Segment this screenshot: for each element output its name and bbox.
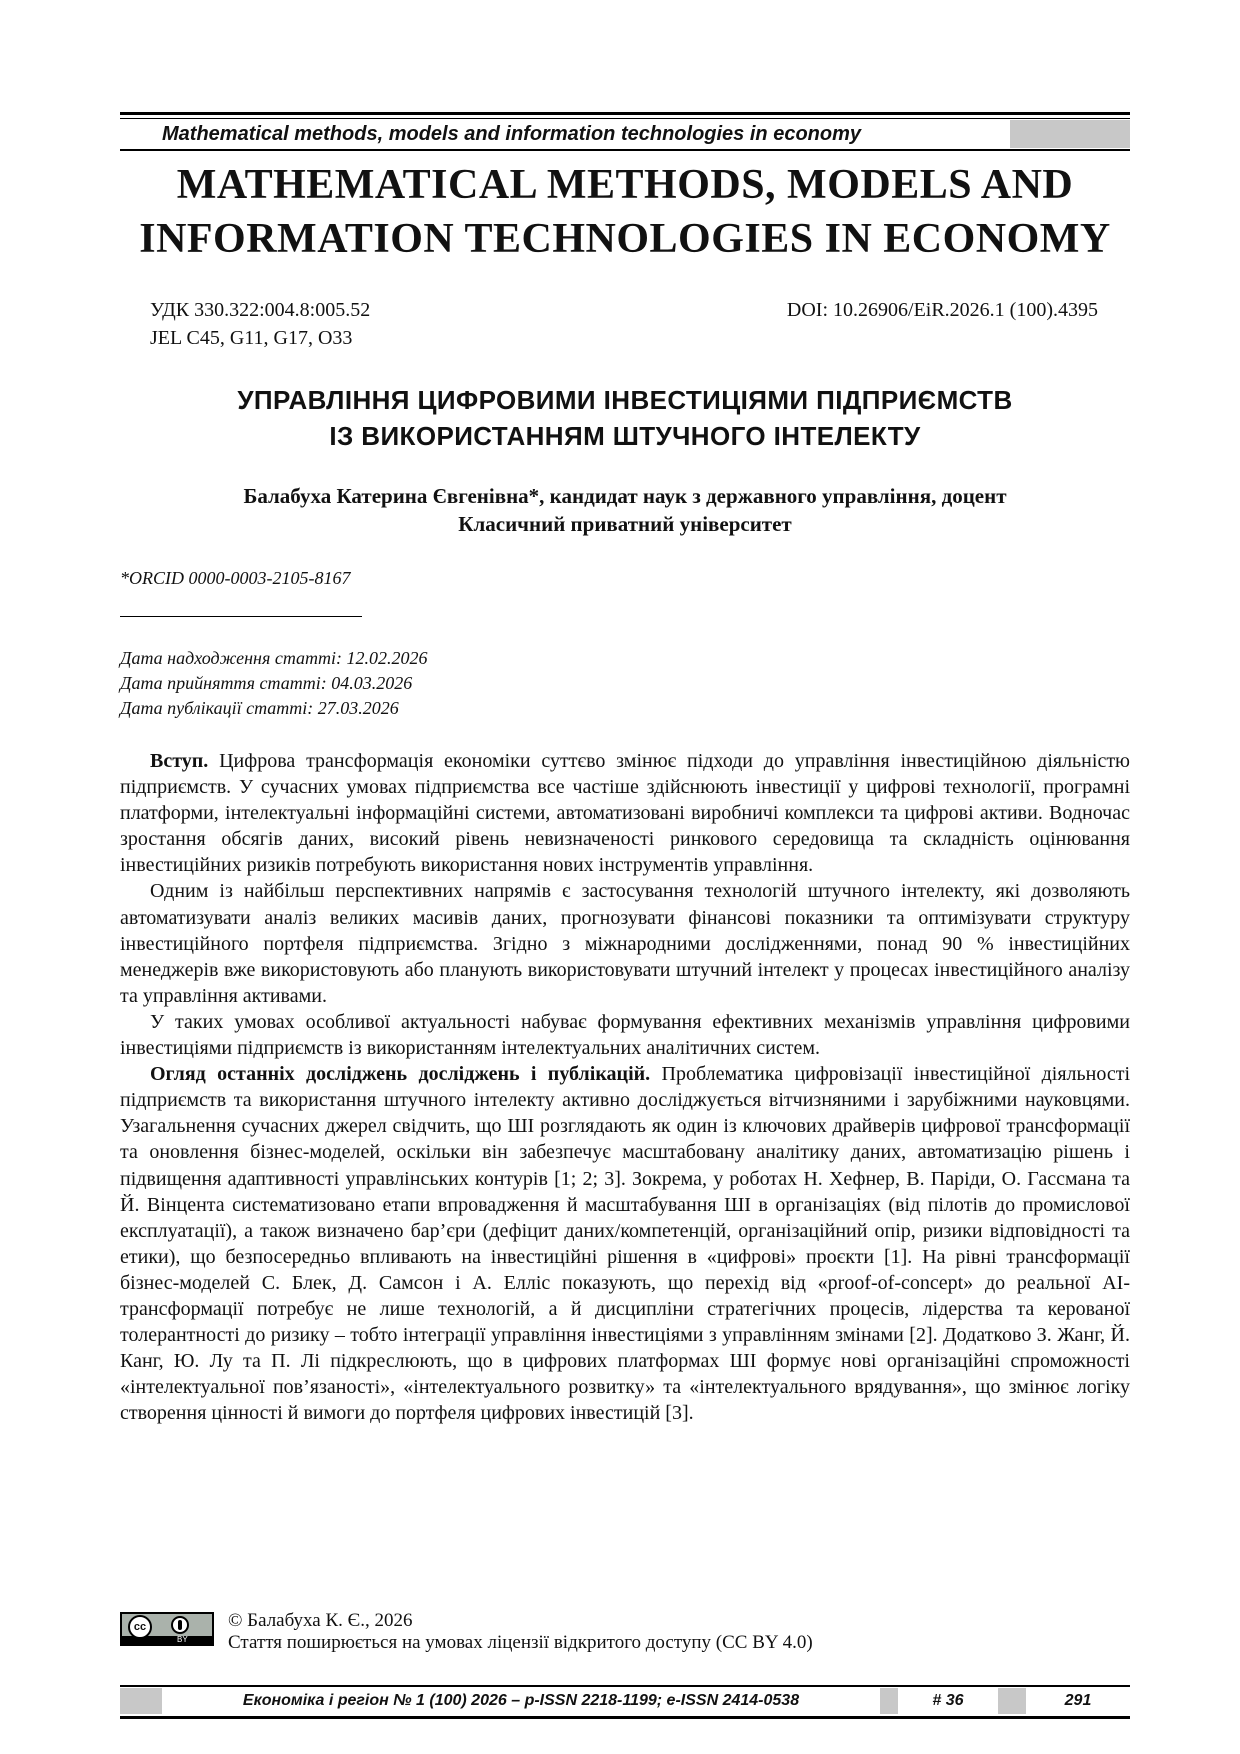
cc-by-badge-icon[interactable] — [120, 1612, 214, 1646]
article-body — [120, 748, 1130, 1426]
classification-codes — [150, 296, 370, 352]
date-accepted: Дата прийняття статті: 04.03.2026 — [120, 673, 413, 693]
article-dates — [120, 646, 428, 721]
footer-shade-left — [120, 1688, 162, 1714]
paragraph-3: У таких умовах особливої актуальності набуває формування ефективних механізмів управління цифровими інвестиціями підприємств із використанням інтелектуальних аналітичних систем. — [120, 1010, 1130, 1060]
jel-code: JEL C45, G11, G17, O33 — [150, 327, 353, 349]
article-title-line-1: УПРАВЛІННЯ ЦИФРОВИМИ ІНВЕСТИЦІЯМИ ПІДПРИЄМСТВ — [237, 385, 1013, 415]
page-footer — [120, 1688, 1130, 1714]
date-published: Дата публікації статті: 27.03.2026 — [120, 698, 399, 718]
running-head-text: Mathematical methods, models and information technologies in economy — [162, 123, 861, 145]
footer-journal: Економіка і регіон № 1 (100) 2026 – p-ISSN 2218-1199; e-ISSN 2414-0538 — [242, 1692, 800, 1709]
footer-rule — [120, 1685, 1130, 1687]
header-rule-thin — [120, 118, 1130, 119]
orcid: *ORCID 0000-0003-2105-8167 — [120, 568, 351, 588]
page-number: 291 — [1064, 1692, 1092, 1709]
license-block — [120, 1610, 1130, 1654]
section-title — [120, 158, 1130, 266]
header-rule-bottom — [120, 149, 1130, 151]
footer-issue: # 36 — [932, 1692, 964, 1709]
section-title-line-2: INFORMATION TECHNOLOGIES IN ECONOMY — [139, 216, 1111, 262]
doi: DOI: 10.26906/EiR.2026.1 (100).4395 — [786, 299, 1098, 321]
paragraph-introduction — [120, 748, 1130, 878]
paragraph-2: Одним із найбільш перспективних напрямів є застосування технологій штучного інтелекту, які дозволяють автоматизувати аналіз великих масивів даних, прогнозувати фінансові показники та оптимізувати структуру інвестиційного портфеля підприємства. Згідно з міжнародними дослідженнями, понад 90 % інвестиційних менеджерів вже використовують або планують використовувати штучний інтелект у процесах інвестиційного аналізу та управління активами. — [120, 880, 1130, 1007]
udc-code: УДК 330.322:004.8:005.52 — [150, 299, 371, 321]
footer-shade-mid — [880, 1688, 898, 1714]
running-head — [120, 120, 1130, 148]
cc-icon: cc — [128, 1615, 152, 1639]
footer-shade-right — [998, 1688, 1026, 1714]
person-icon — [171, 1616, 189, 1634]
header-rule — [120, 112, 1130, 115]
copyright: © Балабуха К. Є., 2026 — [228, 1610, 413, 1631]
introduction-text: Цифрова трансформація економіки суттєво змінює підходи до управління інвестиційною діяльністю підприємств. У сучасних умовах підприємства все частіше здійснюють інвестиції у цифрові технології, програмні платформи, інтелектуальні інформаційні системи, автоматизовані виробничі комплекси та цифрові активи. Водночас зростання обсягів даних, високий рівень невизначеності ринкового середовища та складність оцінювання інвестиційних ризиків потребують використання нових інструментів управління. — [120, 750, 1130, 877]
by-label: BY — [177, 1635, 188, 1644]
footer-rule-bottom — [120, 1716, 1130, 1719]
author-block — [120, 482, 1130, 538]
section-title-line-1: MATHEMATICAL METHODS, MODELS AND — [176, 162, 1074, 208]
literature-review-text: Проблематика цифровізації інвестиційної діяльності підприємств та використання штучного інтелекту активно досліджується вітчизняними і зарубіжними науковцями. Узагальнення сучасних джерел свідчить, що ШІ розглядають як один із ключових драйверів цифрової трансформації та оновлення бізнес-моделей, оскільки він забезпечує масштабовану аналітику даних, автоматизацію рішень і підвищення адаптивності управлінських контурів [1; 2; 3]. Зокрема, у роботах Н. Хефнер, В. Паріди, О. Гассмана та Й. Вінцента систематизовано етапи впровадження й масштабування ШІ в організаціях (від пілотів до промислової експлуатації), а також визначено бар’єри (дефіцит даних/компетенцій, організаційний опір, ризики відповідності та етики), що безпосередньо впливають на інвестиційні рішення в «цифрові» проєкти [1]. На рівні трансформації бізнес-моделей С. Блек, Д. Самсон і А. Елліс показують, що перехід від «proof-of-concept» до реальної AI-трансформації потребує не лише технологій, а й дисципліни стратегічних процесів, лідерства та керованої толерантності до ризику – тобто інтеграції управління інвестиціями з управлінням змінами [2]. Додатково З. Жанг, Й. Канг, Ю. Лу та П. Лі підкреслюють, що в цифрових платформах ШІ формує нові організаційні спроможності «інтелектуальної пов’язаності», «інтелектуального розвитку» та «інтелектуального врядування», що змінює логіку створення цінності й вимоги до портфеля цифрових інвестицій [3]. — [120, 1063, 1130, 1425]
running-head-shade — [1010, 120, 1130, 148]
article-title-line-2: ІЗ ВИКОРИСТАННЯМ ШТУЧНОГО ІНТЕЛЕКТУ — [329, 421, 921, 451]
article-title — [120, 382, 1130, 454]
literature-review-heading: Огляд останніх досліджень досліджень і публікацій. — [150, 1063, 651, 1086]
introduction-heading: Вступ. — [150, 750, 209, 772]
paragraph-literature-review — [120, 1061, 1130, 1426]
author-affiliation: Класичний приватний університет — [458, 512, 792, 536]
author-name: Балабуха Катерина Євгенівна*, кандидат наук з державного управління, доцент — [243, 484, 1007, 508]
footnote-rule — [120, 616, 362, 617]
date-received: Дата надходження статті: 12.02.2026 — [120, 648, 428, 668]
license-text: Стаття поширюється на умовах ліцензії відкритого доступу (CC BY 4.0) — [228, 1632, 813, 1653]
